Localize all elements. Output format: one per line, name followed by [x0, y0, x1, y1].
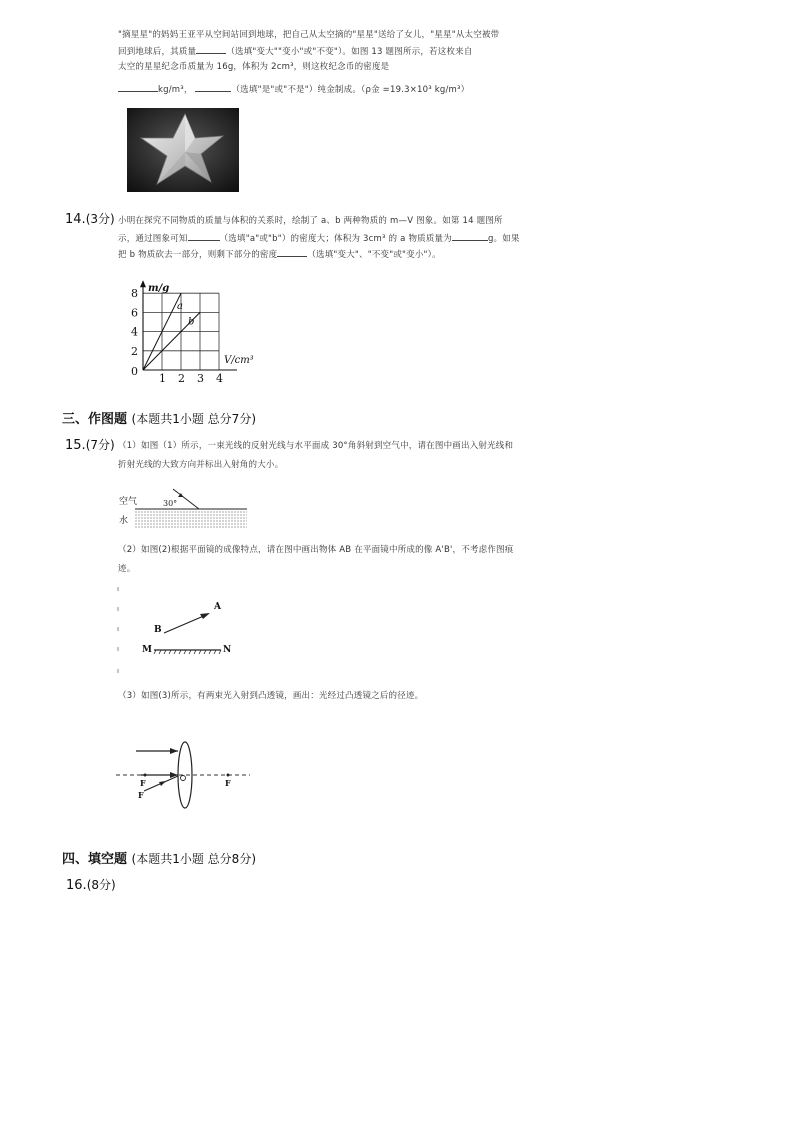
label-b: B: [154, 625, 162, 635]
q13-text-line4a: kg/m³，: [158, 85, 193, 95]
star-coin-photo: [127, 108, 239, 192]
q14-text-line2: 示，通过图象可知 （选填"a"或"b"）的密度大；体积为 3cm³ 的 a 物质质量为 g。如果: [118, 231, 520, 244]
label-m: M: [142, 645, 152, 655]
water-label: 水: [119, 516, 129, 526]
q14-text-line1: 小明在探究不同物质的质量与体积的关系时，绘制了 a、b 两种物质的 m—V 图象。如第 14 题图所: [118, 216, 503, 226]
refraction-figure: [115, 484, 255, 534]
q13-text-line1: "摘星星"的妈妈王亚平从空间站回到地球，把自己从太空摘的"星星"送给了女儿，"星星"从太空被带: [118, 30, 500, 40]
plane-mirror-figure: [114, 585, 244, 680]
focus-label-lower: F: [138, 790, 144, 800]
answer-blank[interactable]: [452, 231, 488, 241]
x-tick-label: 3: [197, 372, 204, 385]
x-tick-label: 2: [178, 372, 185, 385]
water-hatching: [135, 512, 247, 527]
section-4-heading: 四、填空题 (本题共1小题 总分8分): [62, 852, 256, 867]
q13-text-line3: 太空的星星纪念币质量为 16g，体积为 2cm³，则这枚纪念币的密度是: [118, 62, 390, 72]
section-3-heading: 三、作图题 (本题共1小题 总分7分): [62, 412, 256, 427]
q13-text-line4b: （选填"是"或"不是"）纯金制成。（ρ金 =19.3×10³ kg/m³）: [231, 85, 470, 95]
y-tick-label: 4: [131, 325, 138, 339]
object-arrowhead: [200, 613, 210, 619]
q15-part3-line1: （3）如图(3)所示，有两束光入射到凸透镜，画出：光经过凸透镜之后的径迹。: [118, 691, 424, 701]
q15-part2-line2: 迹。: [118, 564, 136, 574]
y-tick-label: 6: [131, 306, 138, 320]
series-label-a: a: [177, 301, 183, 313]
x-axis-label: V/cm³: [224, 355, 254, 366]
mass-volume-chart: [125, 262, 265, 386]
q13-text-line2: [118, 44, 473, 57]
object-ab: [164, 615, 206, 633]
angle-label: 30°: [163, 499, 178, 508]
x-tick-label: 4: [216, 372, 223, 385]
answer-blank[interactable]: [277, 247, 307, 257]
air-label: 空气: [119, 497, 138, 507]
y-tick-label: 8: [131, 287, 138, 301]
answer-blank[interactable]: [195, 82, 231, 92]
q15-part2-line1: （2）如图(2)根据平面镜的成像特点，请在图中画出物体 AB 在平面镜中所成的像 A'B'，不考虑作图痕: [118, 545, 514, 555]
q16-number: 16.(8分): [66, 878, 116, 893]
optical-center: [181, 776, 186, 781]
answer-blank[interactable]: [196, 44, 226, 54]
q13-text-line4: [118, 82, 469, 95]
label-a: A: [214, 602, 221, 612]
q14-number: 14.(3分): [65, 212, 115, 227]
q15-number: 15.(7分): [65, 438, 115, 453]
answer-blank[interactable]: [188, 231, 220, 241]
ray-arrow: [170, 748, 178, 754]
q15-part1-line1: （1）如图（1）所示，一束光线的反射光线与水平面成 30°角斜射到空气中，请在图中画出入射光线和: [118, 441, 514, 451]
label-n: N: [223, 645, 232, 655]
y-axis-arrow: [140, 280, 146, 287]
y-axis-label: m/g: [148, 283, 170, 295]
origin-label: 0: [131, 365, 138, 378]
series-label-b: b: [188, 316, 195, 328]
focus-label-right: F: [225, 778, 231, 788]
focus-point-right: [227, 774, 230, 777]
ray-arrow: [159, 781, 166, 786]
q13-text-line2a: 回到地球后，其质量: [118, 47, 197, 57]
y-tick-label: 2: [131, 344, 138, 358]
q15-part1-line2: 折射光线的大致方向并标出入射角的大小。: [118, 460, 284, 470]
focus-label-left: F: [140, 778, 146, 788]
focus-point-left: [144, 774, 147, 777]
q14-text-line3: 把 b 物质砍去一部分，则剩下部分的密度 （选填"变大"、"不变"或"变小"）。: [118, 247, 441, 260]
q13-text-line2b: （选填"变大""变小"或"不变"）。如图 13 题图所示，若这枚来自: [226, 47, 473, 57]
x-tick-label: 1: [159, 372, 166, 385]
convex-lens-figure: [114, 725, 254, 815]
answer-blank[interactable]: [118, 82, 158, 92]
